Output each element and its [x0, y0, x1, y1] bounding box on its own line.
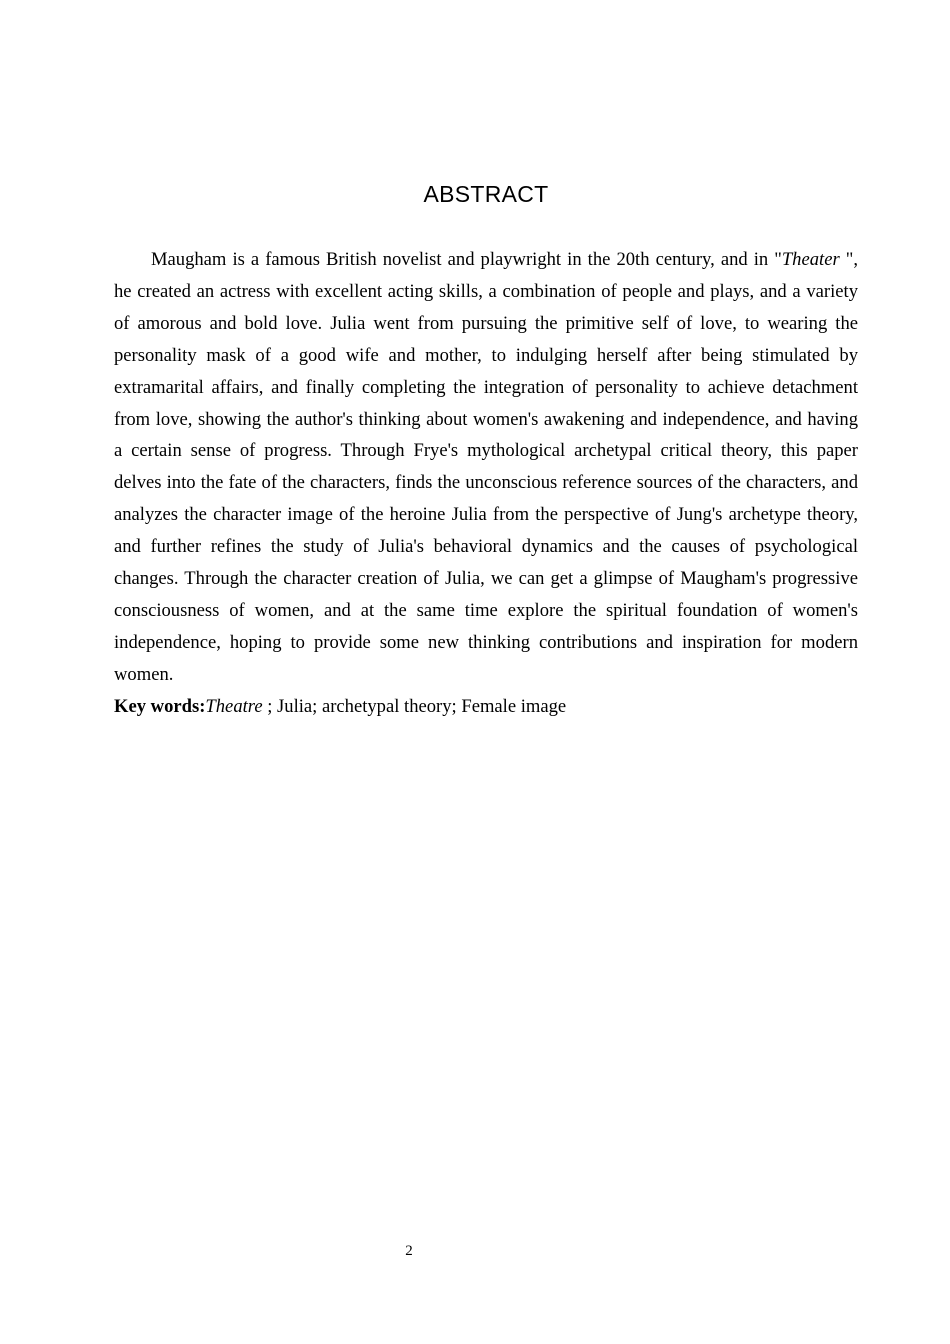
- keywords-rest: ; Julia; archetypal theory; Female image: [262, 696, 567, 717]
- keyword-italic-term: Theatre: [205, 696, 263, 717]
- page-number: 2: [405, 1243, 413, 1259]
- abstract-italic-title: Theater: [781, 249, 840, 270]
- keywords-line: [114, 691, 858, 723]
- keywords-label: Key words:: [114, 696, 206, 717]
- abstract-paragraph: [114, 244, 858, 691]
- abstract-heading: ABSTRACT: [423, 181, 549, 207]
- abstract-text-start: Maugham is a famous British novelist and playwright in the 20th century, and in ": [151, 249, 782, 270]
- abstract-text-rest: ", he created an actress with excellent acting skills, a combination of people and plays, and a variety of amorous and bold love. Julia went from pursuing the primitive self of love, to wearing the personality mask of a good wife and mother, to indulging herself after being stimulated by extramarital affairs, and finally completing the integration of personality to achieve detachment from love, showing the author's thinking about women's awakening and independence, and having a certain sense of progress. Through Frye's mythological archetypal critical theory, this paper delves into the fate of the characters, finds the unconscious reference sources of the characters, and analyzes the character image of the heroine Julia from the perspective of Jung's archetype theory, and further refines the study of Julia's behavioral dynamics and the causes of psychological changes. Through the character creation of Julia, we can get a glimpse of Maugham's progressive consciousness of women, and at the same time explore the spiritual foundation of women's independence, hoping to provide some new thinking contributions and inspiration for modern women.: [114, 249, 858, 685]
